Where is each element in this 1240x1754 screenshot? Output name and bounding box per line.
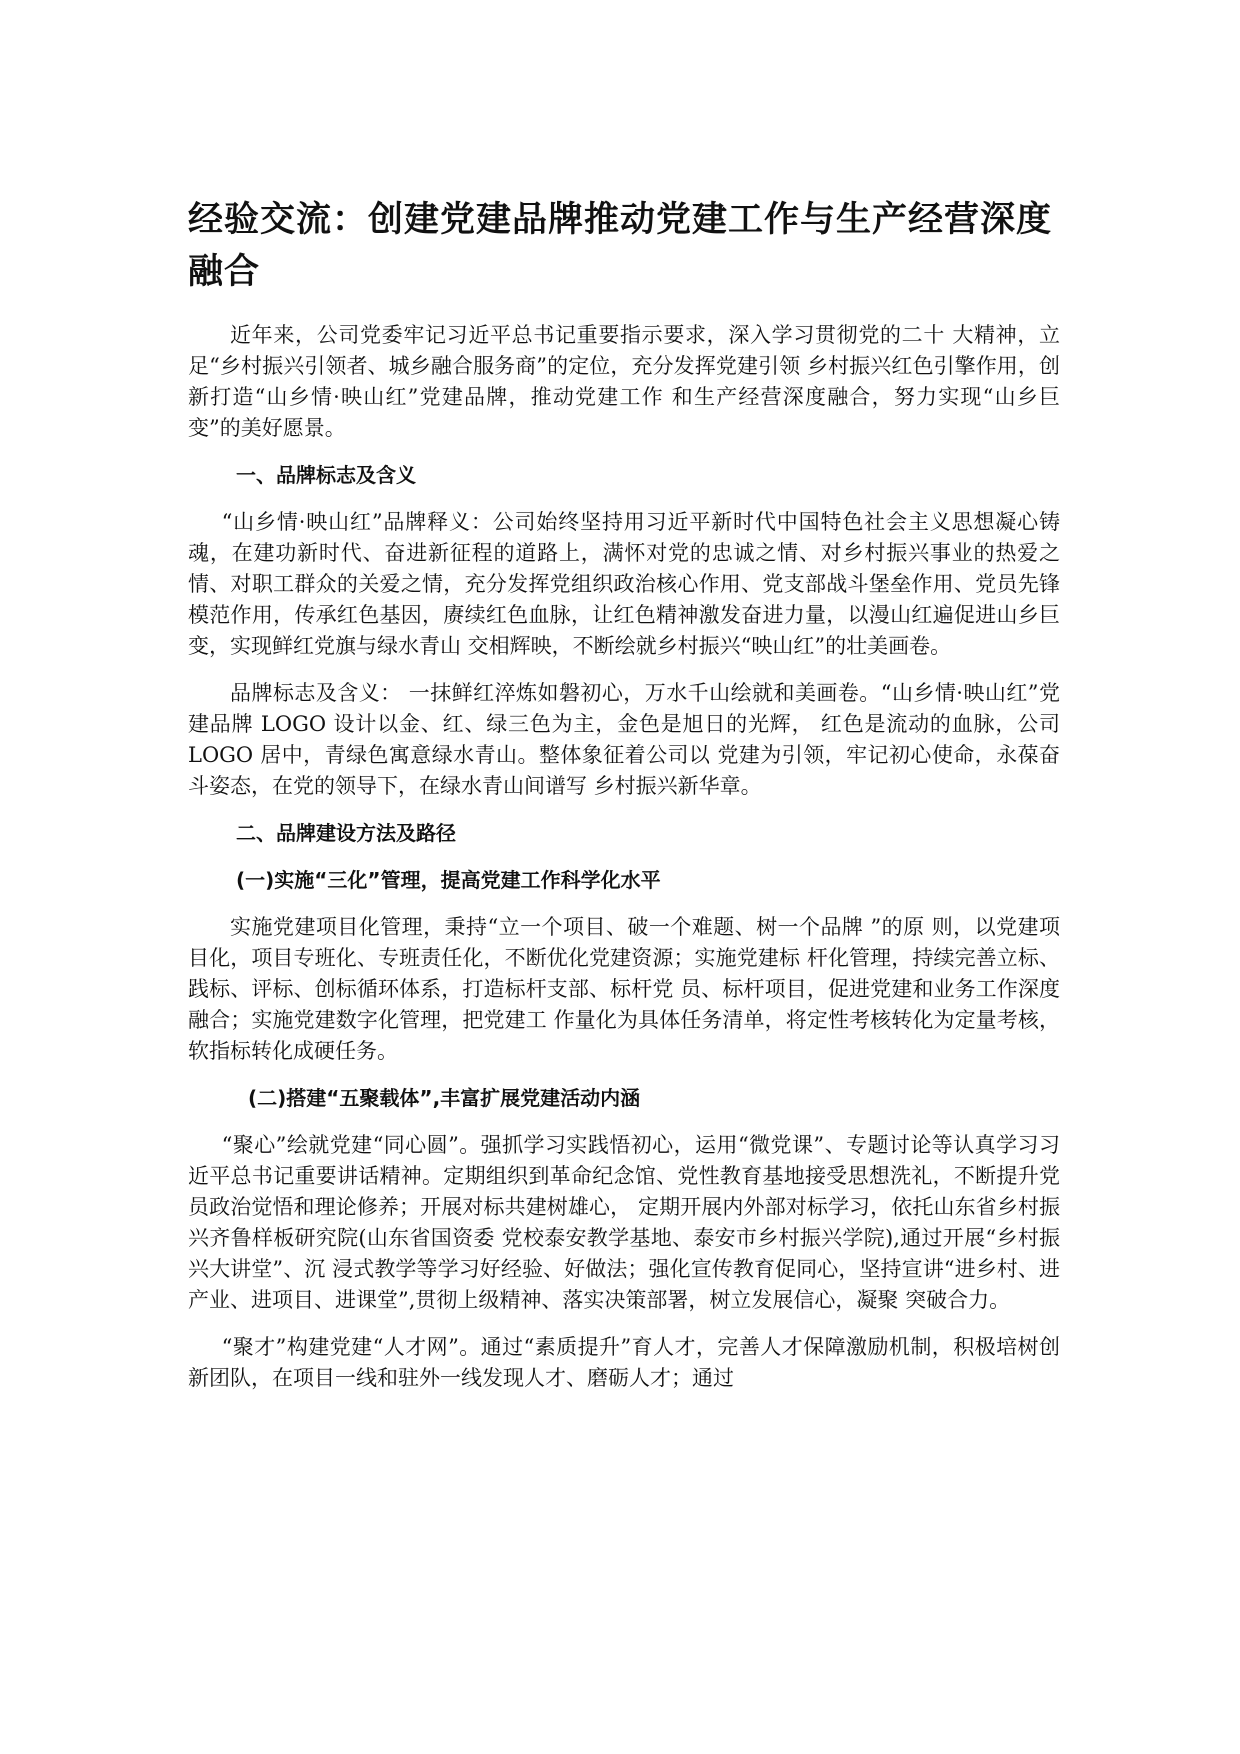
- section-heading-methods: 二、品牌建设方法及路径: [236, 821, 456, 845]
- paragraph-gather-heart: “聚心”绘就党建“同心圆”。强抓学习实践悟初心，运用“微党课”、专题讨论等认真学习习近平总书记重要讲话精神。定期组织到革命纪念馆、党性教育基地接受思想洗礼，不断提升党员政治觉悟和理论修养；开展对标共建树雄心， 定期开展内外部对标学习，依托山东省乡村振兴齐鲁样板研究院(山东省国资委 党校泰安教学基地、泰安市乡村振兴学院),通过开展“乡村振兴大讲堂”、沉 浸式教学等学习好经验、好做法；强化宣传教育促同心，坚持宣讲“进乡村、进 产业、进项目、进课堂”,贯彻上级精神、落实决策部署，树立发展信心，凝聚 突破合力。: [188, 1133, 1060, 1312]
- paragraph-management: 实施党建项目化管理，秉持“立一个项目、破一个难题、树一个品牌 ”的原 则，以党建项目化，项目专班化、专班责任化，不断优化党建资源；实施党建标 杆化管理，持续完善立标、践标、评标、创标循环体系，打造标杆支部、标杆党 员、标杆项目，促进党建和业务工作深度融合；实施党建数字化管理，把党建工 作量化为具体任务清单，将定性考核转化为定量考核，软指标转化成硬任务。: [188, 915, 1060, 1063]
- subsection-heading-three-management: (一)实施“三化”管理，提高党建工作科学化水平: [236, 868, 661, 892]
- paragraph-gather-talent: “聚才”构建党建“人才网”。通过“素质提升”育人才，完善人才保障激励机制，积极培树创新团队，在项目一线和驻外一线发现人才、磨砺人才；通过: [188, 1335, 1060, 1390]
- paragraph-brand-meaning: “山乡情·映山红”品牌释义：公司始终坚持用习近平新时代中国特色社会主义思想凝心铸魂，在建功新时代、奋进新征程的道路上，满怀对党的忠诚之情、对乡村振兴事业的热爱之情、对职工群众的关爱之情，充分发挥党组织政治核心作用、党支部战斗堡垒作用、党员先锋模范作用，传承红色基因，赓续红色血脉，让红色精神激发奋进力量，以漫山红遍促进山乡巨变，实现鲜红党旗与绿水青山 交相辉映，不断绘就乡村振兴“映山红”的壮美画卷。: [188, 510, 1060, 658]
- section-heading-brand-logo: 一、品牌标志及含义: [236, 463, 416, 487]
- document-title: 经验交流：创建党建品牌推动党建工作与生产经营深度融合: [188, 200, 1053, 292]
- document-page: [188, 194, 1060, 1410]
- intro-paragraph: 近年来，公司党委牢记习近平总书记重要指示要求，深入学习贯彻党的二十 大精神，立足“乡村振兴引领者、城乡融合服务商”的定位，充分发挥党建引领 乡村振兴红色引擎作用，创新打造“山乡情·映山红”党建品牌，推动党建工作 和生产经营深度融合，努力实现“山乡巨变”的美好愿景。: [188, 323, 1060, 440]
- paragraph-logo-meaning: 品牌标志及含义： 一抹鲜红淬炼如磐初心，万水千山绘就和美画卷。“山乡情·映山红”党建品牌 LOGO 设计以金、红、绿三色为主，金色是旭日的光辉， 红色是流动的血脉，公司 LOGO 居中，青绿色寓意绿水青山。整体象征着公司以 党建为引领，牢记初心使命，永葆奋斗姿态，在党的领导下，在绿水青山间谱写 乡村振兴新华章。: [188, 681, 1060, 798]
- subsection-heading-five-carriers: (二)搭建“五聚载体”,丰富扩展党建活动内涵: [248, 1086, 641, 1110]
